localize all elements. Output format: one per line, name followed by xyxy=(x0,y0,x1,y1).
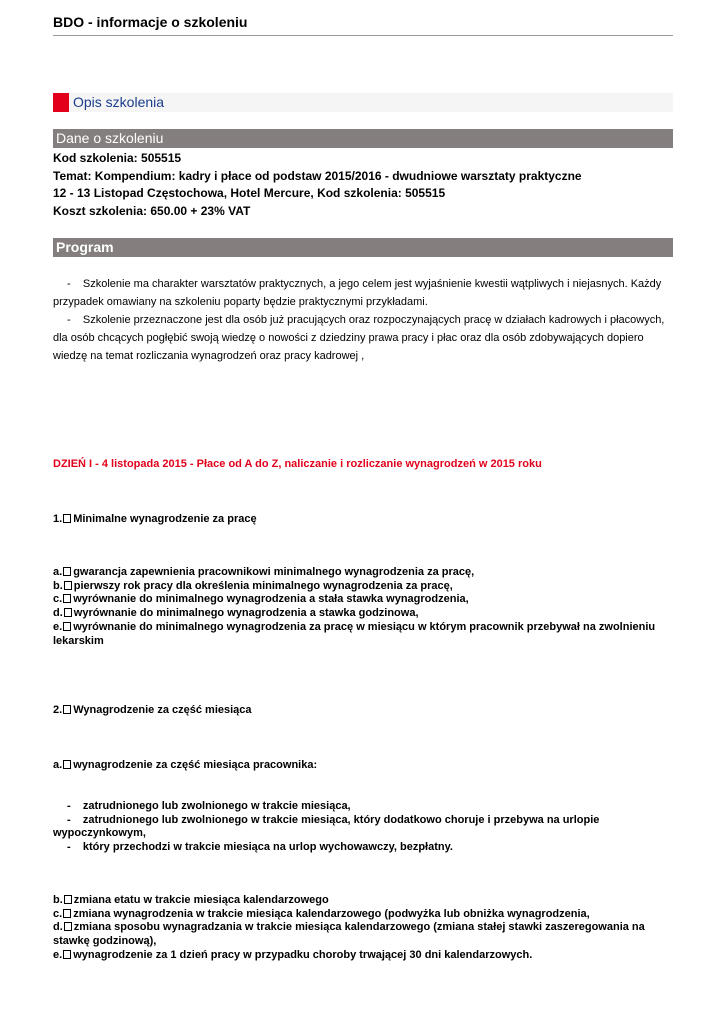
list-item xyxy=(53,894,673,908)
list-item-prefix: a. xyxy=(53,759,63,771)
list-item-text: gwarancja zapewnienia pracownikowi minimalnego wynagrodzenia za pracę, xyxy=(73,566,475,578)
course-topic: Temat: Kompendium: kadry i płace od podstaw 2015/2016 - dwudniowe warsztaty praktyczne xyxy=(53,168,582,183)
list-item-prefix: a. xyxy=(53,566,63,578)
list-item-text: który przechodzi w trakcie miesiąca na urlop wychowawczy, bezpłatny. xyxy=(82,841,453,854)
dash-bullet: - xyxy=(67,278,71,290)
list-item xyxy=(53,566,673,580)
program-paragraph-1-cont: przypadek omawiany na szkoleniu poparty będzie praktycznymi przykładami. xyxy=(53,296,428,308)
list-item-text: wyrównanie do minimalnego wynagrodzenia za pracę w miesiącu w którym pracownik przebywał na zwolnieniu xyxy=(73,620,656,633)
list-item-text: zatrudnionego lub zwolnionego w trakcie miesiąca, który dodatkowo choruje i przebywa na urlopie xyxy=(82,813,600,826)
list-item-text: zatrudnionego lub zwolnionego w trakcie miesiąca, xyxy=(82,800,351,812)
list-item-continuation: lekarskim xyxy=(53,634,104,647)
section-2a-sublist xyxy=(53,800,673,855)
list-item-prefix: c. xyxy=(53,593,63,606)
program-paragraph-2 xyxy=(53,311,673,365)
list-item-prefix: e. xyxy=(53,620,63,633)
section-1-list xyxy=(53,566,673,648)
dane-section-header: Dane o szkoleniu xyxy=(53,129,673,148)
list-item-prefix: b. xyxy=(53,894,63,906)
title-divider xyxy=(53,35,673,36)
list-item-continuation: stawkę godzinową), xyxy=(53,935,157,948)
section-2-title: Wynagrodzenie za część miesiąca xyxy=(73,704,252,716)
list-item-text: zmiana etatu w trakcie miesiąca kalendarzowego xyxy=(73,894,329,906)
missing-glyph-icon xyxy=(64,581,72,590)
program-paragraph-2-line xyxy=(53,311,673,329)
list-item xyxy=(53,841,673,855)
course-details xyxy=(53,150,582,220)
list-item xyxy=(53,949,673,963)
program-section-header: Program xyxy=(53,238,673,257)
list-item-text: pierwszy rok pracy dla określenia minimalnego wynagrodzenia za pracę, xyxy=(73,579,453,592)
day-one-heading: DZIEŃ I - 4 listopada 2015 - Płace od A do Z, naliczanie i rozliczanie wynagrodzeń w 2015 roku xyxy=(53,458,542,470)
program-paragraph-2-cont: dla osób chcących pogłębić swoją wiedzę o nowości z dziedziny prawa pracy i płac oraz dla osób zdobywających dopiero xyxy=(53,332,644,344)
missing-glyph-icon xyxy=(64,895,72,904)
list-item xyxy=(53,580,673,594)
list-item xyxy=(53,921,673,935)
program-paragraph-1-text: Szkolenie ma charakter warsztatów praktycznych, a jego celem jest wyjaśnienie kwestii wątpliwych i niejasnych. Każdy xyxy=(82,278,662,290)
program-paragraph-1-line xyxy=(53,275,673,293)
section-2a-item xyxy=(53,759,673,773)
program-paragraph-1 xyxy=(53,275,673,311)
list-item xyxy=(53,621,673,635)
red-square-icon xyxy=(53,93,69,112)
list-item xyxy=(53,800,673,814)
list-item-prefix: c. xyxy=(53,907,63,920)
missing-glyph-icon xyxy=(63,909,71,918)
dash-bullet: - xyxy=(67,314,71,326)
dash-bullet: - xyxy=(67,841,71,854)
dash-bullet: - xyxy=(67,813,71,826)
missing-glyph-icon xyxy=(64,922,72,931)
list-item xyxy=(53,607,673,621)
program-paragraph-2-text: Szkolenie przeznaczone jest dla osób już pracujących oraz rozpoczynających pracę w działach kadrowych i płacowych, xyxy=(82,314,665,326)
list-item-text: zmiana wynagrodzenia w trakcie miesiąca kalendarzowego (podwyżka lub obniżka wynagrodzenia, xyxy=(73,907,590,920)
opis-section-label: Opis szkolenia xyxy=(73,94,165,110)
section-2-list xyxy=(53,894,673,963)
missing-glyph-icon xyxy=(64,608,72,617)
program-paragraph-2-cont2: wiedzę na temat rozliczania wynagrodzeń oraz pracy kadrowej , xyxy=(53,350,365,362)
section-1-number: 1. xyxy=(53,513,63,525)
missing-glyph-icon xyxy=(63,705,71,714)
list-item xyxy=(53,593,673,607)
section-2-heading xyxy=(53,704,673,718)
missing-glyph-icon xyxy=(63,594,71,603)
list-item-text: zmiana sposobu wynagradzania w trakcie miesiąca kalendarzowego (zmiana stałej stawki zaszeregowania na xyxy=(73,921,645,934)
section-2-number: 2. xyxy=(53,704,63,716)
list-item xyxy=(53,908,673,922)
list-item-text: wynagrodzenie za część miesiąca pracownika: xyxy=(73,759,318,771)
section-1-heading xyxy=(53,513,673,527)
page-title: BDO - informacje o szkoleniu xyxy=(53,14,248,30)
course-code: Kod szkolenia: 505515 xyxy=(53,151,182,165)
course-cost: Koszt szkolenia: 650.00 + 23% VAT xyxy=(53,203,251,218)
list-item-continuation: wypoczynkowym, xyxy=(53,827,146,840)
list-item-text: wyrównanie do minimalnego wynagrodzenia a stawka godzinowa, xyxy=(73,607,419,620)
list-item-prefix: d. xyxy=(53,607,63,620)
missing-glyph-icon xyxy=(63,950,71,959)
opis-section-header xyxy=(53,93,673,112)
missing-glyph-icon xyxy=(63,622,71,631)
list-item xyxy=(53,814,673,828)
list-item-text: wynagrodzenie za 1 dzień pracy w przypadku choroby trwającej 30 dni kalendarzowych. xyxy=(73,948,533,961)
missing-glyph-icon xyxy=(63,567,71,576)
dash-bullet: - xyxy=(67,800,71,812)
list-item-prefix: b. xyxy=(53,579,63,592)
missing-glyph-icon xyxy=(63,514,71,523)
section-1-title: Minimalne wynagrodzenie za pracę xyxy=(73,513,257,525)
course-date-location: 12 - 13 Listopad Częstochowa, Hotel Mercure, Kod szkolenia: 505515 xyxy=(53,186,446,200)
list-item-text: wyrównanie do minimalnego wynagrodzenia a stała stawka wynagrodzenia, xyxy=(73,593,469,606)
missing-glyph-icon xyxy=(63,760,71,769)
list-item-prefix: d. xyxy=(53,921,63,934)
list-item-prefix: e. xyxy=(53,948,63,961)
